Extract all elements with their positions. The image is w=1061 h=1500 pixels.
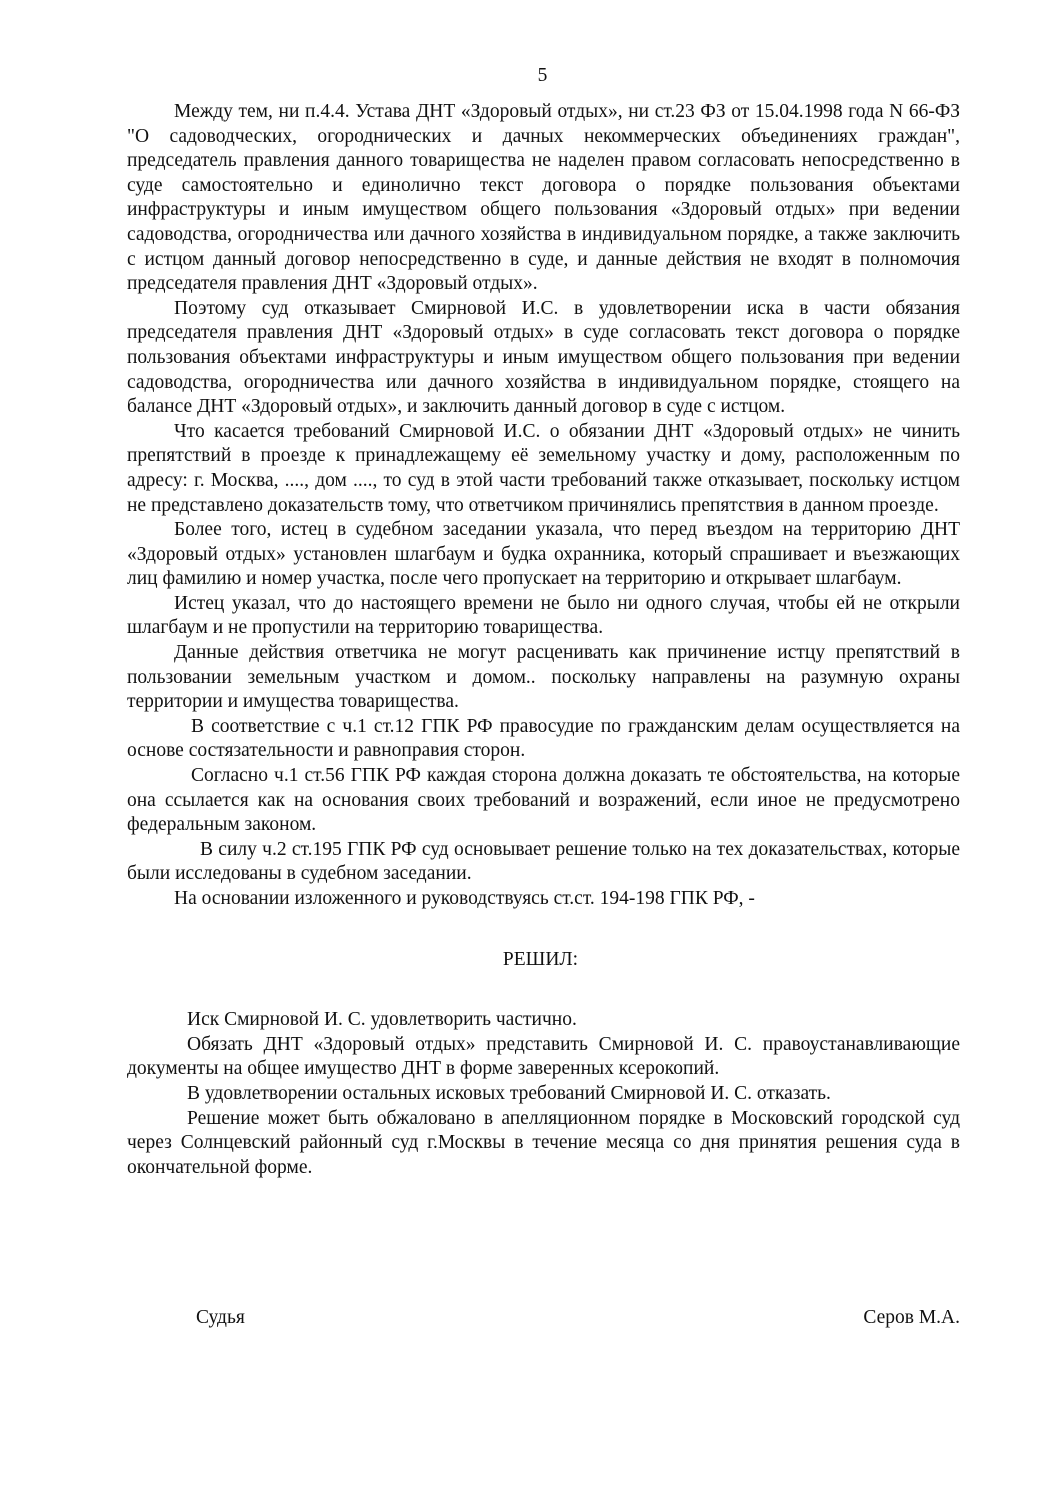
- paragraph-no-incidents: Истец указал, что до настоящего времени не было ни одного случая, чтобы ей не открыли шлагбаум и не пропустили на территорию товарищества.: [127, 592, 960, 639]
- signature-name: Серов М.А.: [863, 1307, 960, 1328]
- resolution-refuse-rest: В удовлетворении остальных исковых требований Смирновой И. С. отказать.: [187, 1082, 831, 1104]
- document-body: [127, 100, 960, 1180]
- page-number: 5: [537, 65, 548, 86]
- signature-title: Судья: [196, 1307, 245, 1328]
- resolution-block: [127, 1008, 960, 1180]
- paragraph-refusal-chairman: Поэтому суд отказывает Смирновой И.С. в удовлетворении иска в части обязания председателя правления ДНТ «Здоровый отдых» в суде согласовать текст договора о порядке пользования объектами инфраструктуры и иным имуществом общего пользования при ведении садоводства, огородничества или дачного хозяйства в индивидуальном порядке, стоящего на балансе ДНТ «Здоровый отдых», и заключить данный договор в суде с истцом.: [127, 297, 960, 418]
- resolution-obligation: Обязать ДНТ «Здоровый отдых» представить Смирновой И. С. правоустанавливающие документы на общее имущество ДНТ в форме заверенных ксерокопий.: [127, 1033, 960, 1080]
- decision-heading: РЕШИЛ:: [502, 948, 579, 970]
- paragraph-gpk-195: В силу ч.2 ст.195 ГПК РФ суд основывает решение только на тех доказательствах, которые были исследованы в судебном заседании.: [127, 838, 960, 885]
- paragraph-charter-authority: Между тем, ни п.4.4. Устава ДНТ «Здоровый отдых», ни ст.23 ФЗ от 15.04.1998 года N 66-ФЗ "О садоводческих, огороднических и дачных некоммерческих объединениях граждан", председатель правления данного товарищества не наделен правом согласовать непосредственно в суде самостоятельно и единолично текст договора о порядке пользования объектами инфраструктуры и иным имуществом общего пользования «Здоровый отдых» при ведении садоводства, огородничества или дачного хозяйства в индивидуальном порядке, а также заключить с истцом данный договор непосредственно в суде, и данные действия не входят в полномочия председателя правления ДНТ «Здоровый отдых».: [127, 101, 960, 295]
- resolution-appeal: Решение может быть обжаловано в апелляционном порядке в Московский городской суд через Солнцевский районный суд г.Москвы в течение месяца со дня принятия решения суда в окончательной форме.: [127, 1107, 960, 1178]
- paragraph-passage-claim: Что касается требований Смирновой И.С. о обязании ДНТ «Здоровый отдых» не чинить препятствий в проезде к принадлежащему её земельному участку и дому, расположенным по адресу: г. Москва, ...., дом ...., то суд в этой части требований также отказывает, поскольку истцом не представлено доказательств тому, что ответчиком причинялись препятствия в данном проезде.: [127, 420, 960, 516]
- paragraph-gpk-12: В соответствие с ч.1 ст.12 ГПК РФ правосудие по гражданским делам осуществляется на основе состязательности и равноправия сторон.: [127, 715, 960, 762]
- resolution-partial: Иск Смирновой И. С. удовлетворить частично.: [187, 1009, 577, 1031]
- paragraph-defendant-actions: Данные действия ответчика не могут расценивать как причинение истцу препятствий в пользовании земельным участком и домом.. поскольку направлены на разумную охраны территории и имущества товарищества.: [127, 642, 960, 713]
- paragraph-gpk-56: Согласно ч.1 ст.56 ГПК РФ каждая сторона должна доказать те обстоятельства, на которые она ссылается как на основания своих требований и возражений, если иное не предусмотрено федеральным законом.: [127, 765, 960, 836]
- paragraph-grounds: На основании изложенного и руководствуясь ст.ст. 194-198 ГПК РФ, -: [174, 888, 755, 909]
- paragraph-barrier: Более того, истец в судебном заседании указала, что перед въездом на территорию ДНТ «Здоровый отдых» установлен шлагбаум и будка охранника, который спрашивает и въезжающих лиц фамилию и номер участка, после чего пропускает на территорию и открывает шлагбаум.: [127, 519, 960, 590]
